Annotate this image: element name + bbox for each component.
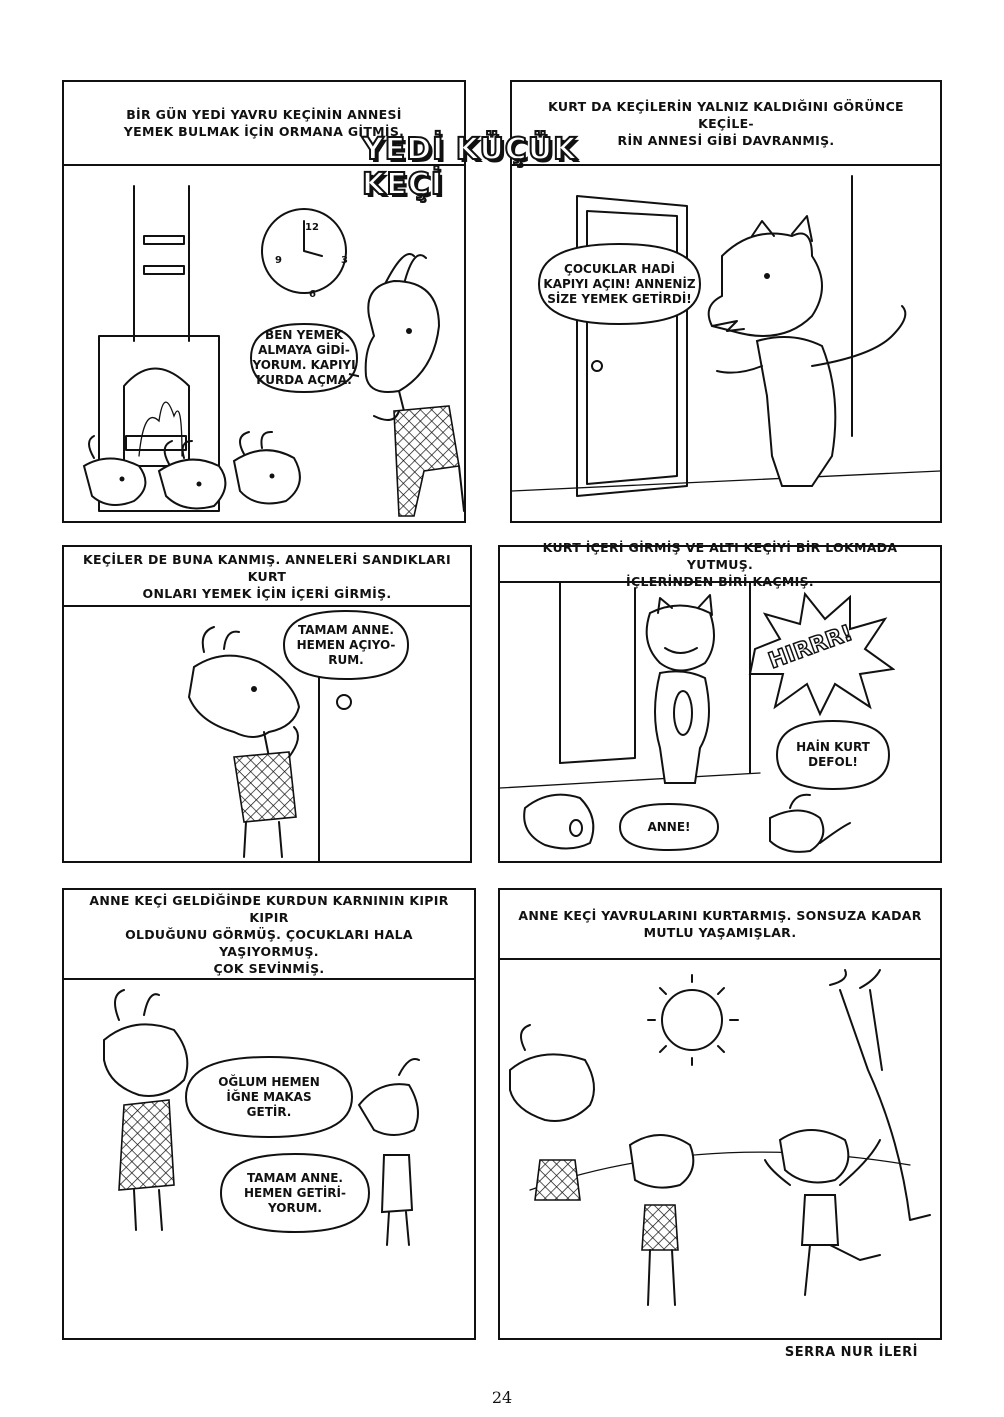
panel-1-caption-text: BİR GÜN YEDİ YAVRU KEÇİNİN ANNESİ YEMEK BULMAK İÇİN ORMANA GİTMİŞ. xyxy=(123,107,405,139)
speech-bubble-mother xyxy=(249,322,359,394)
panel-3 xyxy=(62,545,472,863)
kid-goat-middle xyxy=(159,441,225,508)
mother-goat xyxy=(104,990,187,1230)
author-credit: SERRA NUR İLERİ xyxy=(784,1345,918,1360)
speech-bubble-kid-door xyxy=(282,609,410,681)
speech-text: HAİN KURT DEFOL! xyxy=(796,740,870,769)
kid-goat-speaking xyxy=(524,795,593,849)
sun-icon xyxy=(648,975,738,1065)
speech-bubble-mother-request xyxy=(184,1055,354,1139)
speech-text: BEN YEMEK ALMAYA GİDİ- YORUM. KAPIYI KURDA AÇMA. xyxy=(252,328,356,387)
sfx-text: HIRRR! xyxy=(765,620,857,675)
speech-text: ÇOCUKLAR HADİ KAPIYI AÇIN! ANNENİZ SİZE YEMEK GETİRDİ! xyxy=(543,261,696,306)
panel-6-illustration xyxy=(500,960,940,1338)
sfx-starburst xyxy=(745,589,895,719)
speech-text: OĞLUM HEMEN İĞNE MAKAS GETİR. xyxy=(218,1074,320,1119)
clock-number: 3 xyxy=(341,255,348,266)
panel-4-caption xyxy=(500,539,940,589)
wolf-smiling xyxy=(647,595,714,783)
panel-2-illustration xyxy=(512,166,940,521)
speech-bubble-wolf xyxy=(537,242,702,326)
panel-3-caption xyxy=(64,547,470,607)
speech-bubble-kid-reply xyxy=(219,1152,371,1234)
panel-4-caption-text: KURT İÇERİ GİRMİŞ VE ALTI KEÇİYİ BİR LOKMADA YUTMUŞ. İÇLERİNDEN BİRİ KAÇMIŞ. xyxy=(542,539,898,589)
page-number: 24 xyxy=(491,1388,513,1407)
panel-5 xyxy=(62,888,476,1340)
kid-goat-center xyxy=(630,1135,693,1305)
wolf-character xyxy=(709,216,906,486)
speech-bubble-escaped-kid xyxy=(775,719,891,791)
clock-icon xyxy=(262,209,346,293)
panel-2-caption-text: KURT DA KEÇİLERİN YALNIZ KALDIĞINI GÖRÜNCE KEÇİLE- RİN ANNESİ GİBİ DAVRANMIŞ. xyxy=(548,98,904,148)
panel-3-caption-text: KEÇİLER DE BUNA KANMIŞ. ANNELERİ SANDIKLARI KURT ONLARI YEMEK İÇİN İÇERİ GİRMİŞ. xyxy=(83,551,451,601)
tree xyxy=(830,970,930,1220)
clock-number: 9 xyxy=(275,255,282,266)
kid-goat-right xyxy=(234,432,300,504)
kid-goat-jumping xyxy=(765,1130,880,1295)
speech-text: TAMAM ANNE. HEMEN AÇIYO- RUM. xyxy=(296,622,396,667)
speech-text: ANNE! xyxy=(647,819,691,834)
kid-goat-escaped xyxy=(770,795,850,852)
panel-6 xyxy=(498,888,942,1340)
clock-number: 12 xyxy=(305,222,319,233)
kid-goat-left xyxy=(84,436,145,505)
page-title: YEDİ KÜÇÜK KEÇİ xyxy=(362,132,578,202)
clock-number: 6 xyxy=(309,289,316,300)
panel-6-caption xyxy=(500,890,940,960)
speech-bubble-anne xyxy=(618,802,720,852)
panel-4 xyxy=(498,539,942,863)
panel-5-caption xyxy=(64,890,474,980)
panel-5-caption-text: ANNE KEÇİ GELDİĞİNDE KURDUN KARNININ KIPIR KIPIR OLDUĞUNU GÖRMÜŞ. ÇOCUKLARI HALA YAŞIYORMUŞ. ÇOK SEVİNMİŞ. xyxy=(89,892,449,976)
speech-text: TAMAM ANNE. HEMEN GETİRİ- YORUM. xyxy=(244,1170,346,1215)
panel-6-caption-text: ANNE KEÇİ YAVRULARINI KURTARMIŞ. SONSUZA KADAR MUTLU YAŞAMIŞLAR. xyxy=(518,908,922,940)
